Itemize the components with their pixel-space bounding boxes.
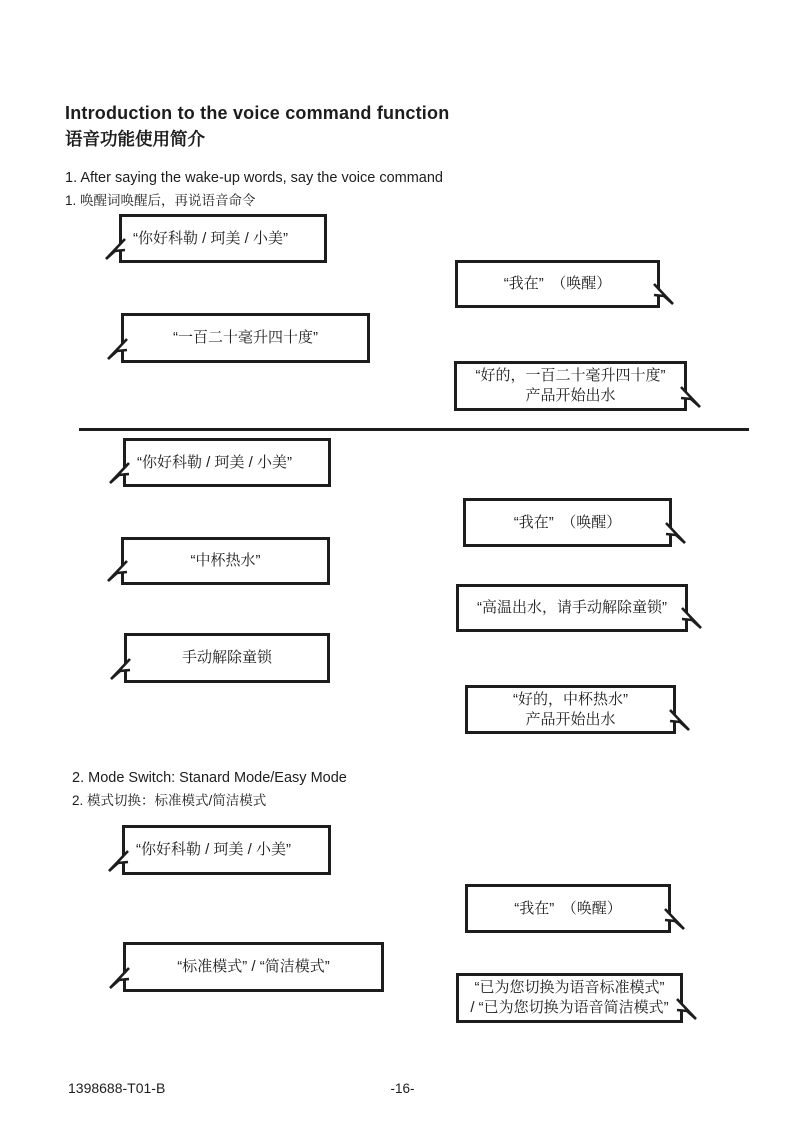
bubble-text: “我在” （唤醒） (514, 899, 622, 917)
bubble-tail-left (109, 967, 129, 989)
bubble-text-line-1: “好的，中杯热水” (513, 690, 628, 708)
bubble-text: 手动解除童锁 (181, 649, 272, 666)
bubble-tail-left (109, 462, 129, 484)
user-wake-bubble-3 (122, 825, 331, 875)
user-wake-bubble-1 (119, 214, 327, 263)
device-ack-bubble-1 (455, 260, 660, 308)
bubble-text-line-2: 产品开始出水 (525, 387, 616, 404)
bubble-text-line-1: “好的，一百二十毫升四十度” (475, 367, 666, 384)
bubble-tail-left (110, 658, 130, 680)
bubble-tail-right (681, 386, 701, 408)
bubble-tail-right (677, 998, 697, 1020)
footer-page-number: -16- (390, 1081, 415, 1096)
bubble-text: “高温出水，请手动解除童锁” (477, 599, 667, 616)
bubble-text: “中杯热水” (190, 552, 261, 569)
bubble-text: “你好科勒 / 珂美 / 小美” (137, 453, 292, 471)
bubble-text: “你好科勒 / 珂美 / 小美” (136, 841, 291, 858)
bubble-text-line-2: 产品开始出水 (525, 710, 616, 728)
bubble-tail-right (654, 283, 674, 305)
section-2-step-zh: 2. 模式切换：标准模式/简洁模式 (72, 793, 267, 808)
bubble-tail-right (682, 607, 702, 629)
bubble-text: “我在” （唤醒） (503, 275, 612, 292)
footer-doc-code: 1398688-T01-B (68, 1080, 166, 1096)
bubble-tail-right (665, 908, 685, 930)
bubble-text: “标准模式” / “简洁模式” (177, 958, 330, 975)
device-confirm-bubble-1 (454, 361, 687, 411)
bubble-text-line-2: / “已为您切换为语音简洁模式” (470, 999, 669, 1016)
bubble-tail-left (107, 560, 127, 582)
bubble-tail-right (666, 522, 686, 544)
device-ack-bubble-2 (463, 498, 672, 547)
device-warning-bubble (456, 584, 688, 632)
page-title-en: Introduction to the voice command function (65, 103, 450, 123)
bubble-text-line-1: “已为您切换为语音标准模式” (474, 979, 665, 996)
bubble-tail-left (107, 338, 127, 360)
bubble-tail-left (108, 850, 128, 872)
user-command-bubble-3 (123, 942, 384, 992)
device-confirm-bubble-2 (465, 685, 676, 734)
page-title-zh: 语音功能使用简介 (65, 129, 205, 149)
bubble-text: “我在” （唤醒） (513, 513, 622, 531)
user-action-bubble (124, 633, 330, 683)
user-command-bubble-1 (121, 313, 370, 363)
section-2-step-en: 2. Mode Switch: Stanard Mode/Easy Mode (72, 770, 347, 786)
bubble-text: “你好科勒 / 珂美 / 小美” (133, 229, 288, 247)
section-divider (79, 428, 749, 431)
device-ack-bubble-3 (465, 884, 671, 933)
device-confirm-bubble-3 (456, 973, 683, 1023)
section-1-step-en: 1. After saying the wake-up words, say the voice command (65, 170, 443, 186)
bubble-text: “一百二十毫升四十度” (173, 329, 318, 346)
user-command-bubble-2 (121, 537, 330, 585)
bubble-tail-right (670, 709, 690, 731)
bubble-tail-left (105, 238, 125, 260)
section-1-step-zh: 1. 唤醒词唤醒后，再说语音命令 (65, 193, 256, 208)
user-wake-bubble-2 (123, 438, 331, 487)
